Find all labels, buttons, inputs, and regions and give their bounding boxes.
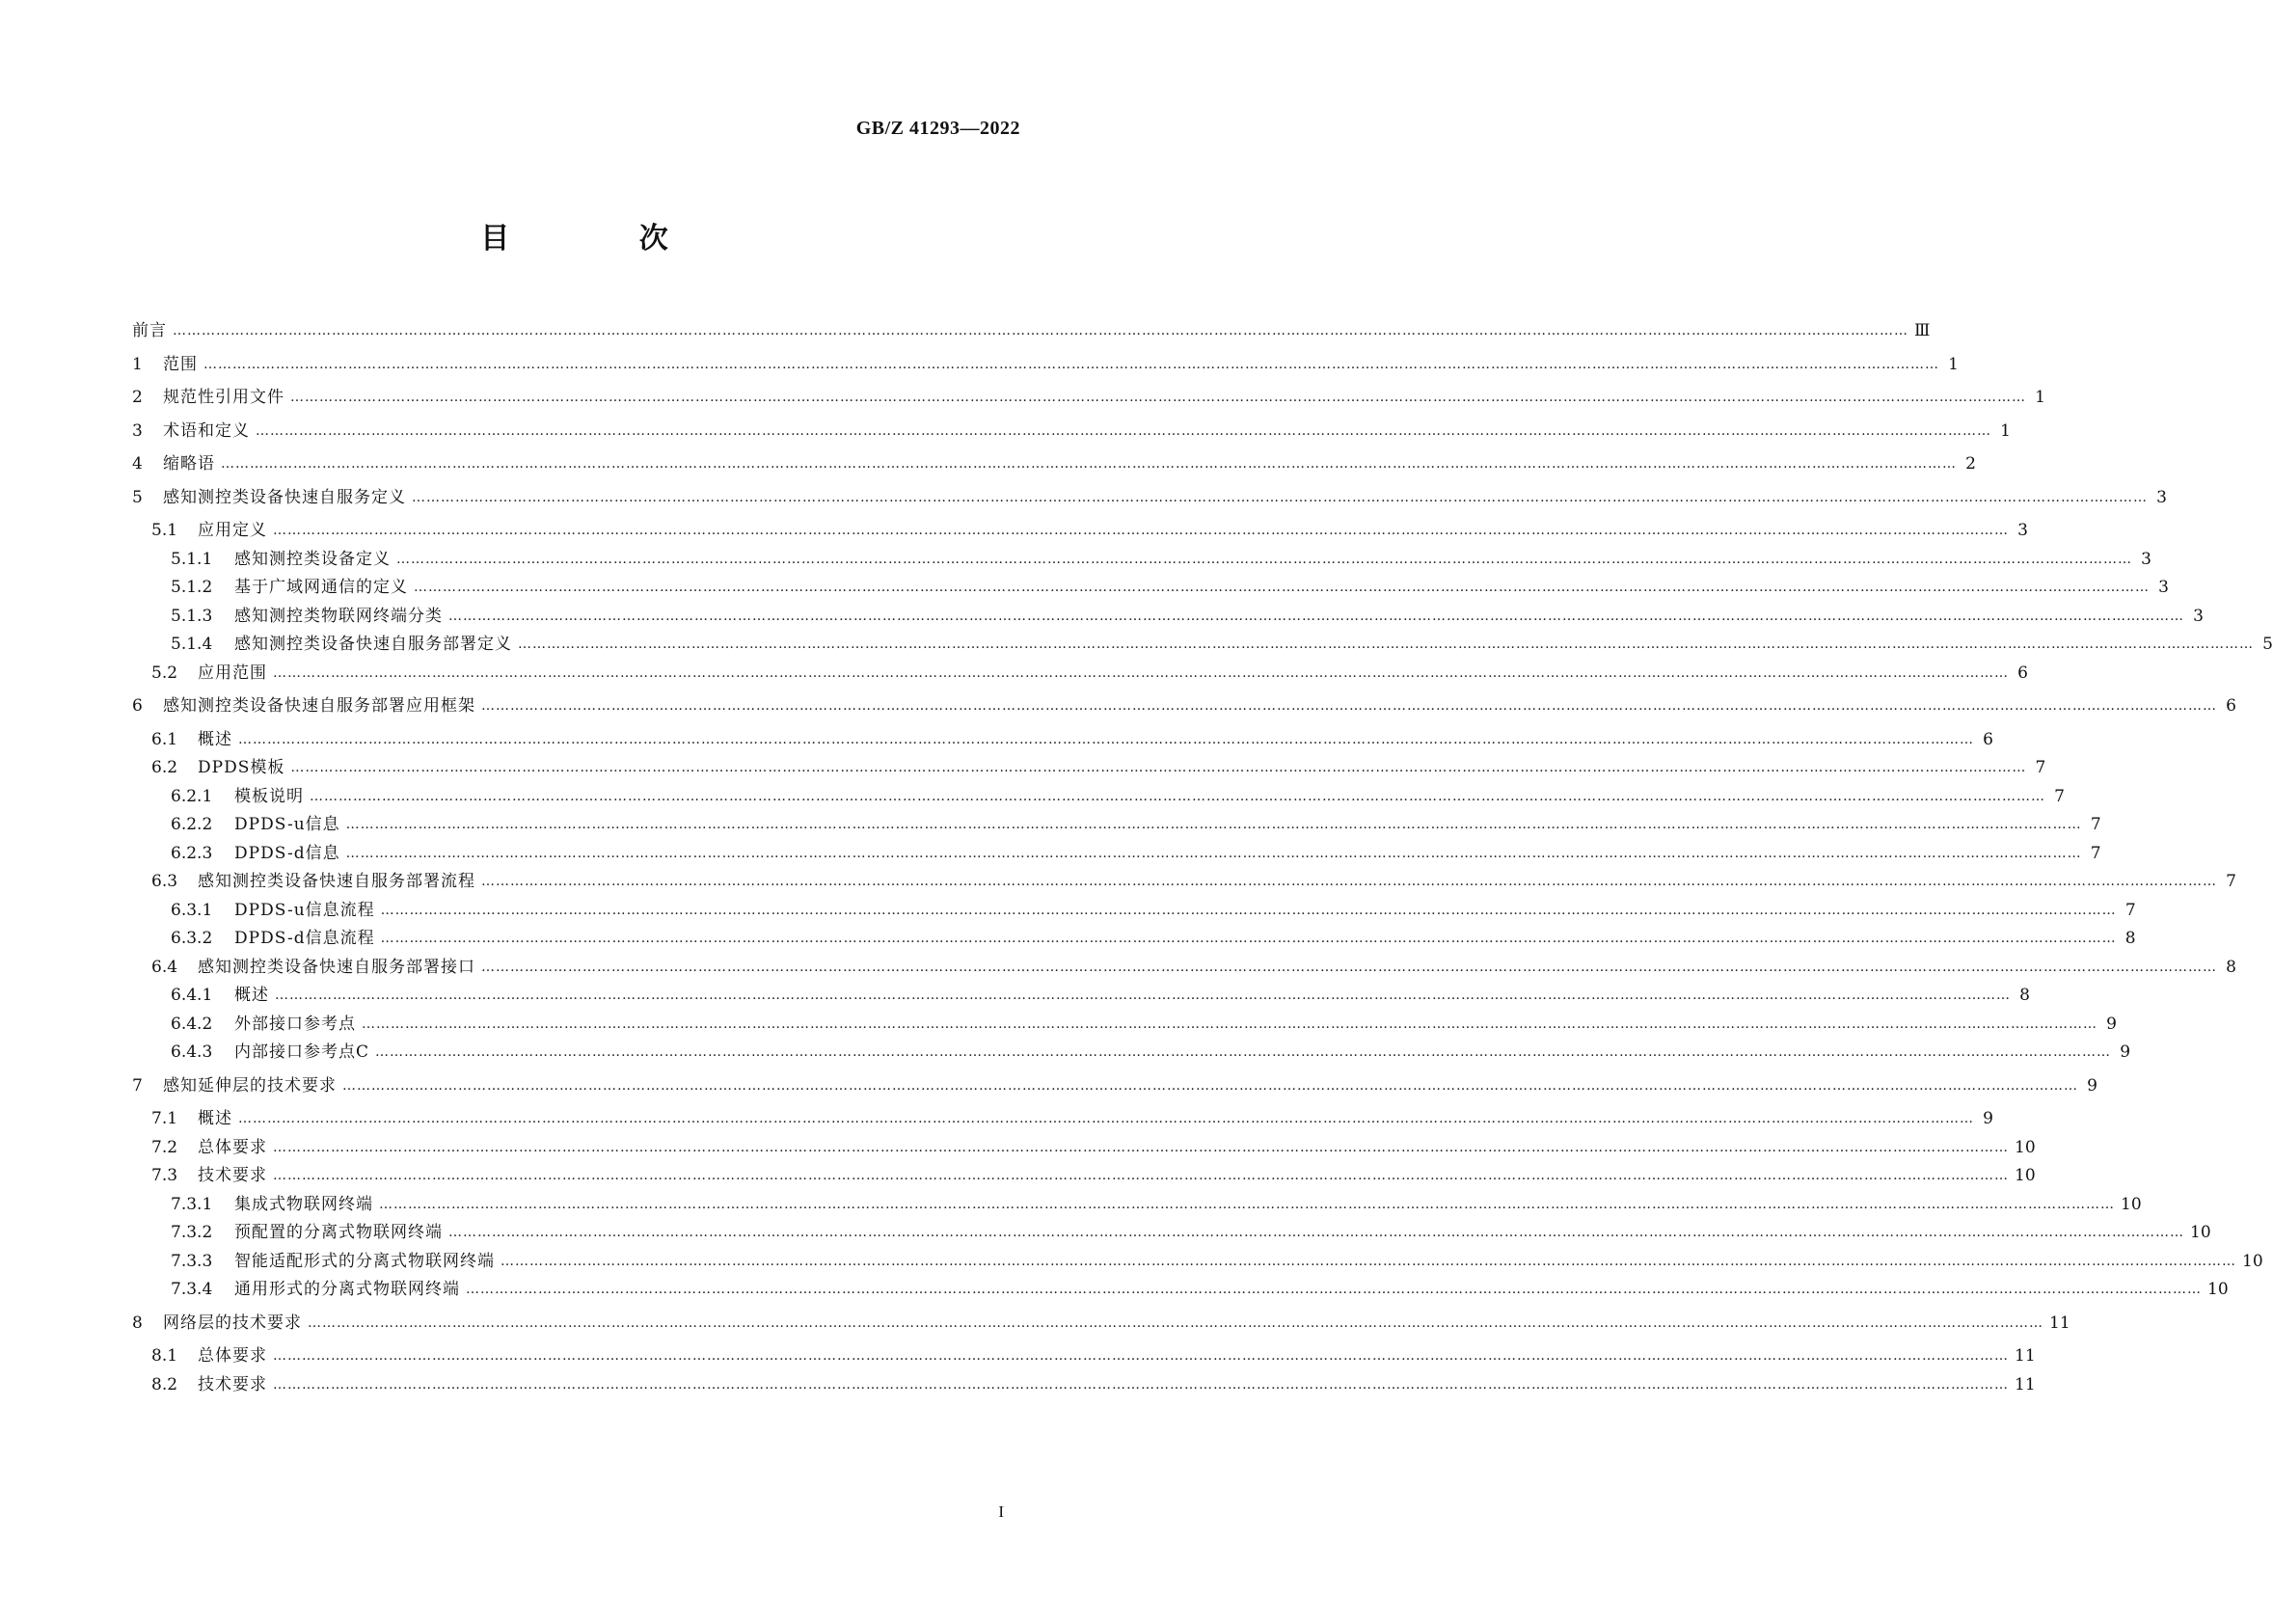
toc-entry-label: DPDS-u信息流程 (234, 900, 375, 920)
toc-dot-leader: ……………………………………………………………………………………………………………………………………………………………………………………………………………………………………………………………………………………………………………………………… (273, 1348, 2009, 1364)
toc-entry[interactable] (132, 839, 2101, 868)
toc-entry-label: 术语和定义 (163, 420, 250, 441)
toc-dot-leader: ……………………………………………………………………………………………………………………………………………………………………………………………………………………………………………………………………………………………………………………………… (256, 422, 1991, 439)
toc-entry[interactable] (132, 691, 2236, 720)
toc-entry-label: 总体要求 (198, 1346, 267, 1366)
toc-dot-leader: ……………………………………………………………………………………………………………………………………………………………………………………………………………………………………………………………………………………………………………………………… (481, 959, 2217, 975)
toc-dot-leader: ……………………………………………………………………………………………………………………………………………………………………………………………………………………………………………………………………………………………………………………………… (481, 874, 2217, 889)
toc-entry-number: 3 (132, 420, 143, 441)
toc-entry-page: 6 (2017, 663, 2028, 683)
toc-entry[interactable] (132, 1071, 2097, 1100)
toc-entry-page: 6 (2226, 696, 2236, 716)
toc-entry[interactable] (132, 545, 2151, 574)
toc-dot-leader: ……………………………………………………………………………………………………………………………………………………………………………………………………………………………………………………………………………………………………………………………… (238, 1111, 1974, 1126)
toc-entry-number: 7.3.3 (171, 1251, 213, 1271)
toc-entry-label: 内部接口参考点C (234, 1042, 370, 1062)
toc-dot-leader: ……………………………………………………………………………………………………………………………………………………………………………………………………………………………………………………………………………………………………………………………… (275, 988, 2011, 1003)
toc-entry[interactable] (132, 1104, 1993, 1133)
toc-entry-page: 9 (2120, 1042, 2131, 1062)
toc-entry-number: 6.3.1 (171, 900, 213, 920)
toc-dot-leader: ……………………………………………………………………………………………………………………………………………………………………………………………………………………………………………………………………………………………………………………………… (342, 1077, 2078, 1094)
toc-entry[interactable] (132, 1218, 2211, 1247)
toc-entry-label: 感知测控类物联网终端分类 (234, 606, 443, 626)
toc-entry-page: 1 (2000, 420, 2011, 441)
toc-entry-label: 网络层的技术要求 (163, 1313, 302, 1333)
toc-dot-leader: ……………………………………………………………………………………………………………………………………………………………………………………………………………………………………………………………………………………………………………………………… (396, 551, 2132, 567)
toc-entry-page: 10 (2207, 1280, 2229, 1299)
toc-dot-leader: ……………………………………………………………………………………………………………………………………………………………………………………………………………………………………………………………………………………………………………………………… (362, 1015, 2097, 1032)
toc-entry-label: 应用定义 (198, 521, 267, 540)
toc-entry-label: 外部接口参考点 (234, 1014, 356, 1034)
toc-entry[interactable] (132, 1133, 2036, 1162)
toc-entry-number: 7.3 (151, 1166, 178, 1185)
toc-entry-page: 9 (1983, 1109, 1993, 1128)
toc-entry-number: 2 (132, 388, 143, 407)
toc-entry[interactable] (132, 1370, 2036, 1399)
toc-entry[interactable] (132, 1038, 2131, 1067)
toc-entry[interactable] (132, 867, 2236, 896)
toc-entry-page: 2 (1965, 454, 1976, 474)
toc-entry[interactable] (132, 573, 2169, 602)
toc-entry-label: DPDS-d信息流程 (234, 929, 375, 948)
toc-dot-leader: ……………………………………………………………………………………………………………………………………………………………………………………………………………………………………………………………………………………………………………………………… (273, 1376, 2009, 1393)
toc-entry-page: 3 (2156, 487, 2167, 507)
toc-entry[interactable] (132, 924, 2136, 953)
toc-entry-label: 感知测控类设备快速自服务部署应用框架 (163, 696, 475, 716)
toc-entry-number: 5.1.2 (171, 578, 213, 597)
toc-entry-page: 1 (1948, 354, 1959, 374)
toc-entry-label: 范围 (163, 354, 198, 374)
toc-entry-number: 5.1.1 (171, 549, 213, 569)
toc-dot-leader: ……………………………………………………………………………………………………………………………………………………………………………………………………………………………………………………………………………………………………………………………… (380, 931, 2117, 946)
toc-entry-label: 集成式物联网终端 (234, 1194, 373, 1214)
toc-entry-page: 8 (2226, 957, 2236, 977)
toc-dot-leader: ……………………………………………………………………………………………………………………………………………………………………………………………………………………………………………………………………………………………………………………………… (414, 580, 2150, 595)
toc-entry-number: 5.1.4 (171, 635, 213, 654)
toc-entry[interactable] (132, 483, 2167, 512)
toc-entry-page: 9 (2106, 1014, 2117, 1034)
toc-entry-number: 7 (132, 1075, 143, 1096)
toc-entry-page: 7 (2124, 900, 2136, 920)
toc-entry-page: 7 (2090, 815, 2101, 834)
toc-entry-number: 5.1.3 (171, 606, 213, 626)
toc-entry[interactable] (132, 1190, 2142, 1219)
toc-entry-number: 8.2 (151, 1374, 178, 1394)
toc-entry-page: 8 (2019, 986, 2030, 1005)
toc-entry-page: 1 (2035, 388, 2045, 407)
toc-dot-leader: ……………………………………………………………………………………………………………………………………………………………………………………………………………………………………………………………………………………………………………………………… (379, 1196, 2115, 1212)
toc-entry[interactable] (132, 753, 2046, 782)
toc-entry-page: 10 (2015, 1166, 2036, 1185)
toc-entry-number: 6.2.3 (171, 843, 213, 863)
toc-entry[interactable] (132, 810, 2101, 839)
toc-entry-page: 10 (2121, 1194, 2142, 1214)
toc-dot-leader: ……………………………………………………………………………………………………………………………………………………………………………………………………………………………………………………………………………………………………………………………… (481, 698, 2217, 714)
toc-dot-leader: ……………………………………………………………………………………………………………………………………………………………………………………………………………………………………………………………………………………………………………………………… (518, 636, 2254, 652)
toc-dot-leader: ……………………………………………………………………………………………………………………………………………………………………………………………………………………………………………………………………………………………………………………………… (290, 390, 2026, 405)
toc-entry-number: 7.1 (151, 1109, 178, 1128)
toc-entry-label: 规范性引用文件 (163, 388, 284, 407)
toc-entry[interactable] (132, 782, 2065, 811)
toc-entry-label: 总体要求 (198, 1137, 267, 1157)
toc-entry-number: 6.2.2 (171, 815, 213, 834)
toc-entry-page: 3 (2141, 549, 2151, 569)
toc-entry-label: 缩略语 (163, 454, 215, 474)
toc-entry[interactable] (132, 449, 1976, 478)
toc-entry-number: 6.3.2 (171, 929, 213, 948)
toc-entry[interactable] (132, 1275, 2229, 1304)
toc-entry-label: 智能适配形式的分离式物联网终端 (234, 1251, 495, 1271)
toc-entry-number: 6.3 (151, 872, 178, 891)
toc-entry[interactable] (132, 316, 1931, 345)
page-title: 目 次 (480, 222, 728, 256)
toc-entry-page: 3 (2158, 578, 2169, 597)
toc-entry-number: 6.4.2 (171, 1014, 213, 1034)
toc-entry[interactable] (132, 630, 2273, 659)
toc-entry-number: 6.4.3 (171, 1042, 213, 1062)
toc-entry-label: 概述 (198, 1109, 232, 1128)
toc-entry[interactable] (132, 516, 2028, 545)
toc-entry-label: 感知测控类设备快速自服务定义 (163, 487, 406, 507)
toc-entry-number: 7.3.1 (171, 1194, 213, 1214)
toc-dot-leader: ……………………………………………………………………………………………………………………………………………………………………………………………………………………………………………………………………………………………………………………………… (375, 1044, 2112, 1060)
toc-entry-page: 7 (2054, 786, 2065, 806)
toc-dot-leader: ……………………………………………………………………………………………………………………………………………………………………………………………………………………………………………………………………………………………………………………………… (203, 356, 1939, 372)
toc-entry-label: 概述 (198, 729, 232, 749)
toc-entry[interactable] (132, 383, 2045, 412)
toc-entry-page: 11 (2015, 1374, 2036, 1394)
toc-entry-page: 3 (2193, 606, 2204, 626)
toc-entry-number: 6.4.1 (171, 986, 213, 1005)
toc-entry-number: 4 (132, 454, 143, 474)
toc-dot-leader: ……………………………………………………………………………………………………………………………………………………………………………………………………………………………………………………………………………………………………………………………… (238, 731, 1974, 747)
toc-entry-label: 技术要求 (198, 1374, 267, 1394)
toc-entry[interactable] (132, 896, 2136, 925)
toc-entry-label: 前言 (132, 321, 167, 340)
toc-entry-label: 应用范围 (198, 663, 267, 683)
toc-entry-page: Ⅲ (1914, 321, 1931, 340)
toc-entry-page: 6 (1983, 729, 1993, 749)
toc-dot-leader: ……………………………………………………………………………………………………………………………………………………………………………………………………………………………………………………………………………………………………………………………… (290, 760, 2027, 775)
toc-entry-label: 基于广域网通信的定义 (234, 578, 408, 597)
standard-code: GB/Z 41293—2022 (855, 118, 1020, 139)
toc-entry-label: 技术要求 (198, 1166, 267, 1185)
toc-dot-leader: ……………………………………………………………………………………………………………………………………………………………………………………………………………………………………………………………………………………………………………………………… (412, 489, 2148, 505)
toc-dot-leader: ……………………………………………………………………………………………………………………………………………………………………………………………………………………………………………………………………………………………………………………………… (345, 817, 2082, 832)
toc-entry-number: 1 (132, 354, 143, 374)
toc-entry-page: 10 (2190, 1223, 2211, 1242)
toc-entry[interactable] (132, 981, 2030, 1010)
toc-dot-leader: ……………………………………………………………………………………………………………………………………………………………………………………………………………………………………………………………………………………………………………………………… (273, 664, 2009, 681)
toc-entry-label: 感知测控类设备快速自服务部署接口 (198, 957, 475, 977)
toc-dot-leader: ……………………………………………………………………………………………………………………………………………………………………………………………………………………………………………………………………………………………………………………………… (380, 902, 2117, 918)
toc-entry-page: 8 (2124, 929, 2136, 948)
toc-dot-leader: ……………………………………………………………………………………………………………………………………………………………………………………………………………………………………………………………………………………………………………………………… (273, 1139, 2009, 1155)
toc-dot-leader: ……………………………………………………………………………………………………………………………………………………………………………………………………………………………………………………………………………………………………………………………… (466, 1282, 2202, 1297)
toc-entry[interactable] (132, 1247, 2263, 1276)
toc-entry[interactable] (132, 1161, 2036, 1190)
toc-entry[interactable] (132, 725, 1993, 754)
toc-entry[interactable] (132, 1309, 2070, 1338)
toc-entry-page: 10 (2015, 1137, 2036, 1157)
toc-entry[interactable] (132, 953, 2236, 982)
toc-dot-leader: ……………………………………………………………………………………………………………………………………………………………………………………………………………………………………………………………………………………………………………………………… (310, 788, 2045, 804)
toc-entry-label: DPDS模板 (198, 758, 285, 777)
toc-entry-page: 11 (2049, 1313, 2070, 1333)
toc-entry-number: 7.3.2 (171, 1223, 213, 1242)
toc-entry-number: 5.2 (151, 663, 178, 683)
toc-entry[interactable] (132, 602, 2204, 631)
toc-dot-leader: ……………………………………………………………………………………………………………………………………………………………………………………………………………………………………………………………………………………………………………………………… (273, 523, 2009, 538)
toc-entry-number: 6.4 (151, 957, 178, 977)
toc-entry-number: 6.1 (151, 729, 178, 749)
toc-dot-leader: ……………………………………………………………………………………………………………………………………………………………………………………………………………………………………………………………………………………………………………………………… (345, 845, 2082, 861)
toc-entry-number: 6 (132, 696, 143, 716)
toc-entry[interactable] (132, 1341, 2036, 1370)
toc-entry-label: 感知测控类设备快速自服务部署流程 (198, 872, 475, 891)
toc-entry-page: 7 (2226, 872, 2236, 891)
toc-dot-leader: ……………………………………………………………………………………………………………………………………………………………………………………………………………………………………………………………………………………………………………………………… (221, 456, 1957, 472)
toc-entry[interactable] (132, 350, 1959, 379)
toc-entry-label: 预配置的分离式物联网终端 (234, 1223, 443, 1242)
toc-entry-label: 模板说明 (234, 786, 304, 806)
toc-dot-leader: ……………………………………………………………………………………………………………………………………………………………………………………………………………………………………………………………………………………………………………………………… (448, 1225, 2184, 1240)
toc-dot-leader: ……………………………………………………………………………………………………………………………………………………………………………………………………………………………………………………………………………………………………………………………… (308, 1314, 2043, 1331)
toc-entry[interactable] (132, 1010, 2117, 1039)
toc-entry-label: 通用形式的分离式物联网终端 (234, 1280, 460, 1299)
toc-entry-page: 7 (2090, 843, 2101, 863)
toc-entry-label: 感知延伸层的技术要求 (163, 1075, 337, 1096)
toc-entry-label: DPDS-d信息 (234, 843, 340, 863)
toc-entry-number: 5.1 (151, 521, 178, 540)
toc-entry-number: 6.2.1 (171, 786, 213, 806)
toc-entry-page: 7 (2035, 758, 2046, 777)
toc-dot-leader: ……………………………………………………………………………………………………………………………………………………………………………………………………………………………………………………………………………………………………………………………… (273, 1168, 2009, 1183)
toc-entry-page: 5 (2262, 635, 2273, 654)
toc-dot-leader: ……………………………………………………………………………………………………………………………………………………………………………………………………………………………………………………………………………………………………………………………… (501, 1253, 2236, 1269)
toc-entry-number: 8 (132, 1313, 143, 1333)
toc-entry-page: 10 (2242, 1251, 2263, 1271)
toc-entry-label: 概述 (234, 986, 269, 1005)
toc-entry-page: 11 (2015, 1346, 2036, 1366)
toc-entry-number: 6.2 (151, 758, 178, 777)
toc-entry-number: 7.3.4 (171, 1280, 213, 1299)
toc-entry-number: 7.2 (151, 1137, 178, 1157)
toc-entry-label: 感知测控类设备定义 (234, 549, 391, 569)
toc-entry-number: 8.1 (151, 1346, 178, 1366)
toc-entry-page: 9 (2087, 1075, 2097, 1096)
toc-entry-page: 3 (2017, 521, 2028, 540)
toc-entry[interactable] (132, 659, 2028, 688)
toc-entry-number: 5 (132, 487, 143, 507)
page-number: I (998, 1502, 1004, 1521)
toc-entry-label: 感知测控类设备快速自服务部署定义 (234, 635, 512, 654)
toc-dot-leader: ……………………………………………………………………………………………………………………………………………………………………………………………………………………………………………………………………………………………………………………………… (448, 608, 2184, 624)
toc-entry[interactable] (132, 417, 2011, 446)
toc-dot-leader: ……………………………………………………………………………………………………………………………………………………………………………………………………………………………………………………………………………………………………………………………… (173, 323, 1908, 338)
toc-entry-label: DPDS-u信息 (234, 815, 340, 834)
